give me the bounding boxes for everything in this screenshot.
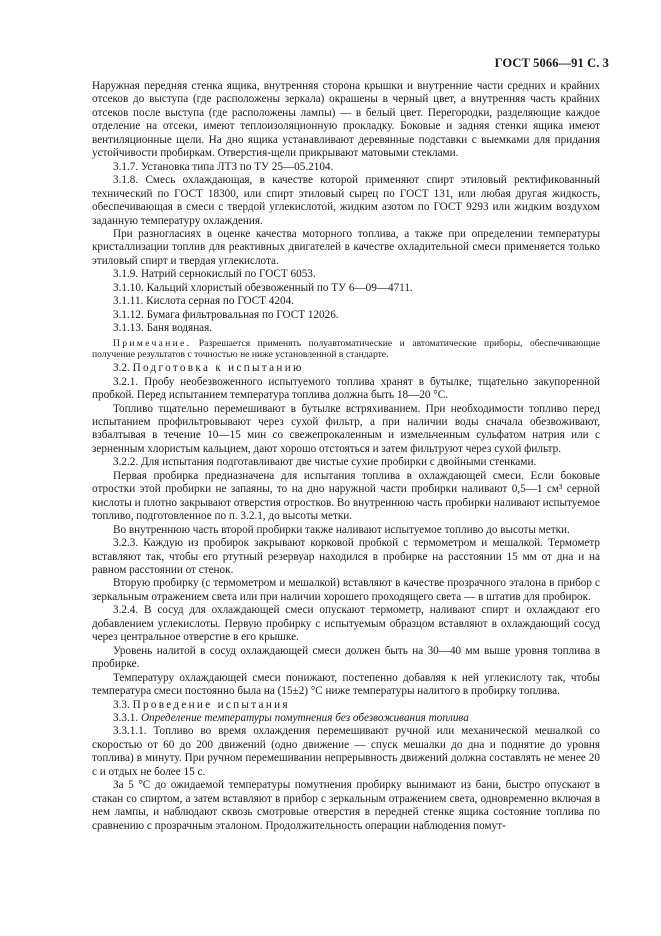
paragraph: 3.2.2. Для испытания подготавливают две чистые сухие пробирки с двойными стенками.	[113, 456, 537, 469]
paragraph: Вторую пробирку (с термометром и мешалкой) вставляют в качестве прозрачного эталона в прибор с зеркальным отражением света или при наличии хорошего проходящего света — в штатив для пробирок.	[92, 577, 600, 603]
section-title: Подготовка к испытанию	[132, 362, 304, 375]
document-body	[92, 80, 600, 833]
subsection-heading	[92, 712, 600, 725]
paragraph: 3.1.7. Установка типа ЛТЗ по ТУ 25—05.2104.	[113, 160, 334, 173]
paragraph: При разногласиях в оценке качества моторного топлива, а также при определении температуры кристаллизации топлив для реактивных двигателей в качестве охладительной смеси применяется только этиловый спирт и твердая углекислота.	[92, 227, 600, 267]
paragraph: Уровень налитой в сосуд охлаждающей смеси должен быть на 30—40 мм выше уровня топлива в пробирке.	[92, 644, 600, 671]
paragraph: 3.2.3. Каждую из пробирок закрывают корковой пробкой с термометром и мешалкой. Термометр вставляют так, чтобы его ртутный резервуар находился в пробирке на расстоянии 15 мм от дна и на равном расстоянии от стенок.	[92, 537, 600, 576]
note-label: Примечание.	[113, 337, 192, 349]
paragraph: 3.1.13. Баня водяная.	[113, 322, 213, 335]
note-text: Разрешается применять полуавтоматические и автоматические приборы, обеспечивающие получение результатов с точностью не ниже установленной в стандарте.	[92, 337, 600, 361]
section-number: 3.3.	[113, 698, 133, 711]
paragraph: 3.1.9. Натрий сернокислый по ГОСТ 6053.	[113, 268, 316, 281]
paragraph: 3.2.1. Пробу необезвоженного испытуемого топлива хранят в бутылке, тщательно закупоренной пробкой. Перед испытанием температура топлива должна быть 18—20 °С.	[92, 375, 600, 402]
paragraph: 3.2.4. В сосуд для охлаждающей смеси опускают термометр, наливают спирт и охлаждают его добавлением углекислоты. Первую пробирку с испытуемым образцом вставляют в охлаждающий сосуд через центральное отверстие в его крышке.	[92, 604, 600, 644]
paragraph: 3.1.11. Кислота серная по ГОСТ 4204.	[113, 295, 294, 308]
paragraph: Наружная передняя стенка ящика, внутренняя сторона крышки и внутренние части средних и крайних отсеков до выступа (где расположены зеркала) окрашены в черный цвет, а внутренняя часть крайних отсеков после выступа (где расположены лампы) — в белый цвет. Перегородки, разделяющие каждое отделение на отсеки, имеют теплоизоляционную прокладку. Боковые и задняя стенки ящика имеют вентиляционные щели. На дно ящика устанавливают деревянные подставки с выемками для придания устойчивости пробиркам. Отверстия-щели прикрывают матовыми стеклами.	[92, 80, 600, 160]
section-heading	[92, 699, 600, 712]
note	[92, 338, 600, 362]
section-number: 3.2.	[113, 362, 133, 375]
paragraph: 3.1.8. Смесь охлаждающая, в качестве которой применяют спирт этиловый ректификованный технический по ГОСТ 18300, или спирт этиловый сырец по ГОСТ 131, или любая другая жидкость, обеспечивающая в смеси с твердой углекислотой, жидким азотом по ГОСТ 9293 или жидким воздухом заданную температуру охлаждения.	[92, 174, 600, 227]
paragraph: Первая пробирка предназначена для испытания топлива в охлаждающей смеси. Если боковые отростки этой пробирки не запаяны, то на дно наружной части пробирки наливают 0,5—1 см³ серной кислоты и плотно закрывают отверстия отростков. Во внутреннюю часть пробирки наливают испытуемое топливо, подготовленное по п. 3.2.1, до высоты метки.	[92, 469, 600, 523]
subsection-number: 3.3.1.	[113, 711, 141, 724]
paragraph: Во внутреннюю часть второй пробирки также наливают испытуемое топливо до высоты метки.	[113, 523, 570, 536]
paragraph: За 5 °С до ожидаемой температуры помутнения пробирку вынимают из бани, быстро опускают в стакан со спиртом, а затем вставляют в прибор с зеркальным отражением света, одновременно включая в нем лампы, и наблюдают сквозь смотровые отверстия в передней стенке ящика состояние топлива по сравнению с прозрачным эталоном. Продолжительность операции наблюдения помут-	[92, 779, 600, 832]
section-title: Проведение испытания	[132, 698, 290, 711]
section-heading	[92, 362, 600, 375]
paragraph: 3.3.1.1. Топливо во время охлаждения перемешивают ручной или механической мешалкой со скоростью от 60 до 200 движений (одно движение — спуск мешалки до дна и поднятие до уровня топлива) в минуту. При ручном перемешивании непрерывность движений должна составлять не менее 20 с и отдых не более 15 с.	[92, 725, 600, 778]
page-header: ГОСТ 5066—91 С. 3	[494, 56, 609, 70]
paragraph: 3.1.12. Бумага фильтровальная по ГОСТ 12026.	[113, 308, 339, 321]
paragraph: 3.1.10. Кальций хлористый обезвоженный по ТУ 6—09—4711.	[113, 281, 413, 294]
paragraph: Температуру охлаждающей смеси понижают, постепенно добавляя к ней углекислоту так, чтобы температура смеси постоянно была на (15±2) °С ниже температуры налитого в пробирку топлива.	[92, 671, 600, 698]
subsection-title: Определение температуры помутнения без обезвоживания топлива	[140, 711, 469, 724]
paragraph: Топливо тщательно перемешивают в бутылке встряхиванием. При необходимости топливо перед испытанием профильтровывают через сухой фильтр, а при наличии воды сначала обезвоживают, взбалтывая в течение 10—15 мин со свежепрокаленным и измельченным сульфатом натрия или с зерненным хлористым кальцием, дают хорошо отстояться и затем фильтруют через сухой фильтр.	[92, 402, 600, 455]
